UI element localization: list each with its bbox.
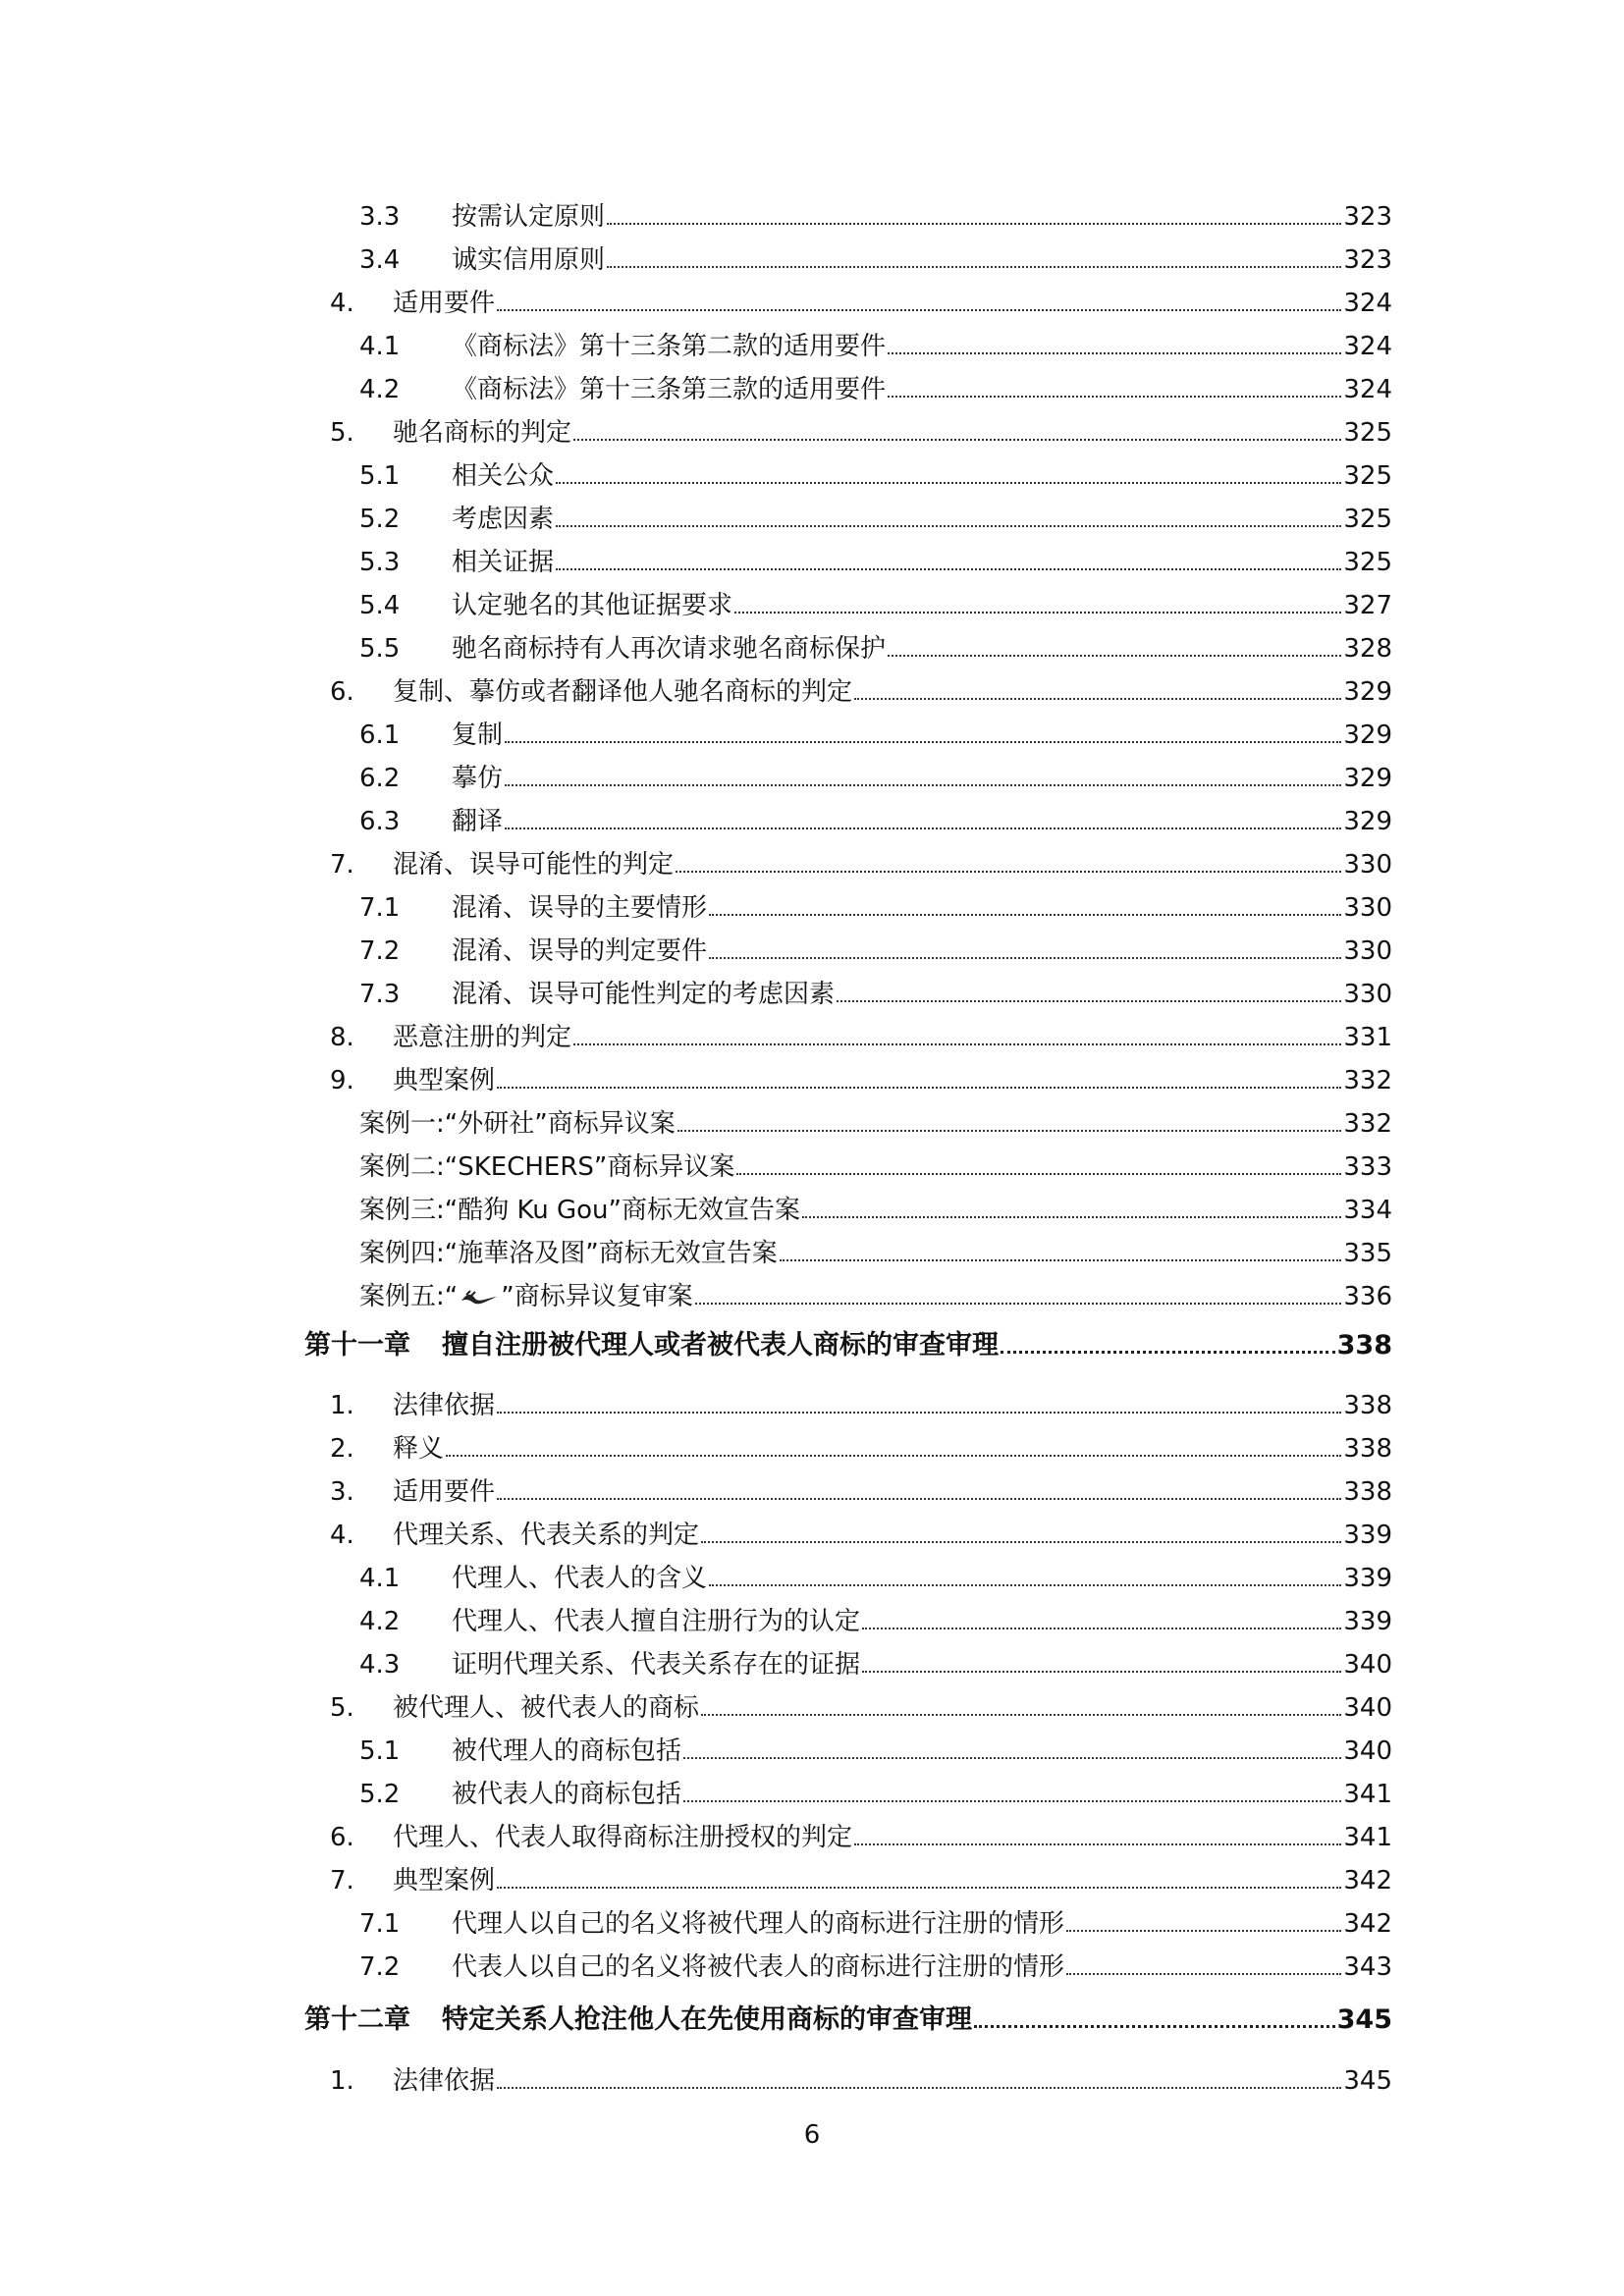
toc-page-number: 338 <box>1336 1330 1392 1361</box>
toc-dot-leader <box>974 2025 1335 2028</box>
toc-entry-row[interactable] <box>359 934 1392 969</box>
toc-entry-row[interactable] <box>359 1193 1392 1228</box>
toc-page-number: 342 <box>1343 1866 1392 1896</box>
toc-entry-row[interactable] <box>330 847 1392 882</box>
toc-entry-title: 《商标法》第十三条第二款的适用要件 <box>452 332 887 361</box>
toc-dot-leader <box>780 1259 1342 1261</box>
toc-entry-number: 4.1 <box>359 1564 401 1593</box>
toc-entry-row[interactable] <box>359 329 1392 364</box>
toc-page-number: 323 <box>1343 202 1392 232</box>
toc-entry-title: 混淆、误导可能性判定的考虑因素 <box>452 980 836 1009</box>
toc-page-number: 323 <box>1343 245 1392 275</box>
toc-entry-row[interactable] <box>359 588 1392 623</box>
toc-page-number: 343 <box>1343 1952 1392 1982</box>
toc-entry-row[interactable] <box>330 1518 1392 1553</box>
toc-dot-leader <box>556 482 1341 484</box>
toc-entry-title: 证明代理关系、代表关系存在的证据 <box>452 1650 861 1680</box>
toc-dot-leader <box>497 1887 1341 1889</box>
toc-page-number: 345 <box>1336 2004 1392 2035</box>
toc-page-number: 334 <box>1343 1196 1392 1225</box>
toc-entry-title: 认定驰名的其他证据要求 <box>452 591 733 620</box>
toc-page-number: 330 <box>1343 980 1392 1009</box>
toc-entry-number: 5.1 <box>359 1736 401 1766</box>
toc-entry-number: 4. <box>330 1521 354 1550</box>
toc-page-number: 327 <box>1343 591 1392 620</box>
toc-page-number: 335 <box>1343 1239 1392 1268</box>
toc-entry-title: 混淆、误导的判定要件 <box>452 936 708 966</box>
toc-entry-row[interactable] <box>359 631 1392 667</box>
toc-entry-title: 驰名商标持有人再次请求驰名商标保护 <box>452 634 887 664</box>
toc-entry-row[interactable] <box>359 1279 1392 1314</box>
toc-page-number: 329 <box>1343 677 1392 707</box>
toc-entry-number: 3.3 <box>359 202 401 232</box>
toc-entry-title: 混淆、误导的主要情形 <box>452 893 708 923</box>
toc-entry-row[interactable] <box>359 761 1392 796</box>
toc-entry-row[interactable] <box>359 1777 1392 1812</box>
toc-entry-number: 5.1 <box>359 461 401 491</box>
toc-entry-row[interactable] <box>359 458 1392 494</box>
toc-entry-title: 代理人以自己的名义将被代理人的商标进行注册的情形 <box>452 1909 1065 1939</box>
toc-dot-leader <box>497 1412 1341 1414</box>
toc-entry-row[interactable] <box>330 1863 1392 1898</box>
toc-dot-leader <box>888 396 1341 398</box>
toc-page-number: 325 <box>1343 548 1392 577</box>
toc-page-number: 325 <box>1343 461 1392 491</box>
toc-entry-row[interactable] <box>330 415 1392 451</box>
toc-entry-row[interactable] <box>330 1431 1392 1467</box>
toc-page-number: 338 <box>1343 1477 1392 1507</box>
toc-page-number: 329 <box>1343 721 1392 750</box>
page-number: 6 <box>803 2120 821 2150</box>
toc-entry-title: 释义 <box>393 1434 445 1464</box>
toc-entry-title: 摹仿 <box>452 764 504 793</box>
toc-chapter-row[interactable] <box>304 1328 1392 1363</box>
toc-entry-row[interactable] <box>330 1020 1392 1055</box>
toc-entry-row[interactable] <box>359 242 1392 278</box>
toc-entry-number: 4.1 <box>359 332 401 361</box>
toc-entry-number: 8. <box>330 1023 354 1052</box>
toc-entry-number: 9. <box>330 1066 354 1095</box>
toc-entry-number: 5.2 <box>359 505 401 534</box>
toc-entry-number: 6. <box>330 1823 354 1852</box>
toc-page-number: 329 <box>1343 807 1392 836</box>
toc-entry-title: 恶意注册的判定 <box>393 1023 572 1052</box>
toc-entry-row[interactable] <box>359 1149 1392 1185</box>
toc-page-number: 341 <box>1343 1780 1392 1809</box>
toc-dot-leader <box>709 1584 1341 1586</box>
toc-entry-number: 5. <box>330 418 354 448</box>
toc-page-number: 333 <box>1343 1152 1392 1182</box>
toc-entry-number: 5.3 <box>359 548 401 577</box>
toc-dot-leader <box>683 1757 1341 1759</box>
toc-dot-leader <box>677 1130 1342 1132</box>
toc-dot-leader <box>1066 1930 1341 1932</box>
toc-entry-title: 典型案例 <box>393 1866 496 1896</box>
toc-page-number: 341 <box>1343 1823 1392 1852</box>
toc-page-number: 331 <box>1343 1023 1392 1052</box>
toc-entry-number: 1. <box>330 1391 354 1420</box>
toc-page-number: 324 <box>1343 289 1392 318</box>
toc-entry-number: 4. <box>330 289 354 318</box>
toc-entry-row[interactable] <box>359 1106 1392 1142</box>
toc-entry-title: 驰名商标的判定 <box>393 418 572 448</box>
toc-entry-title: 相关公众 <box>452 461 555 491</box>
toc-dot-leader <box>854 698 1341 700</box>
toc-page-number: 339 <box>1343 1521 1392 1550</box>
toc-page-number: 340 <box>1343 1650 1392 1680</box>
toc-entry-row[interactable] <box>359 502 1392 537</box>
toc-dot-leader <box>862 1671 1341 1673</box>
toc-entry-number: 2. <box>330 1434 354 1464</box>
toc-entry-number: 3. <box>330 1477 354 1507</box>
toc-entry-row[interactable] <box>359 1561 1392 1596</box>
toc-page-number: 342 <box>1343 1909 1392 1939</box>
toc-page-number: 338 <box>1343 1391 1392 1420</box>
toc-page-number: 330 <box>1343 850 1392 880</box>
toc-page-number: 336 <box>1343 1282 1392 1311</box>
toc-entry-number: 5. <box>330 1693 354 1723</box>
toc-dot-leader <box>446 1455 1341 1457</box>
toc-dot-leader <box>497 309 1341 311</box>
toc-entry-number: 7.2 <box>359 1952 401 1982</box>
toc-entry-title: 典型案例 <box>393 1066 496 1095</box>
toc-entry-number: 6. <box>330 677 354 707</box>
toc-page-number: 325 <box>1343 505 1392 534</box>
toc-entry-title: 代理人、代表人擅自注册行为的认定 <box>452 1607 861 1636</box>
toc-dot-leader <box>505 828 1341 829</box>
toc-entry-title: 诚实信用原则 <box>452 245 606 275</box>
toc-entry-number: 4.2 <box>359 375 401 404</box>
toc-dot-leader <box>854 1843 1341 1845</box>
toc-page-number: 324 <box>1343 375 1392 404</box>
toc-dot-leader <box>701 1541 1341 1543</box>
toc-page-number: 332 <box>1343 1109 1392 1139</box>
toc-entry-title: 适用要件 <box>393 289 496 318</box>
swoosh-logo-icon <box>458 1287 501 1308</box>
toc-page-number: 330 <box>1343 936 1392 966</box>
toc-dot-leader <box>497 2087 1341 2089</box>
toc-page-number: 325 <box>1343 418 1392 448</box>
toc-entry-number: 第十一章 <box>304 1330 410 1361</box>
toc-dot-leader <box>802 1216 1341 1218</box>
toc-entry-number: 5.5 <box>359 634 401 664</box>
toc-entry-row[interactable] <box>359 1949 1392 1985</box>
toc-entry-title: 翻译 <box>452 807 504 836</box>
toc-entry-row[interactable] <box>359 199 1392 235</box>
toc-dot-leader <box>837 1000 1341 1002</box>
toc-dot-leader <box>1001 1351 1335 1354</box>
toc-entry-title-prefix: 案例五:“ <box>359 1282 459 1311</box>
toc-entry-title: 代理人、代表人取得商标注册授权的判定 <box>393 1823 853 1852</box>
toc-dot-leader <box>497 1498 1341 1500</box>
toc-entry-title: 考虑因素 <box>452 505 555 534</box>
toc-entry-title: 特定关系人抢注他人在先使用商标的审查审理 <box>442 2004 972 2035</box>
toc-entry-row[interactable] <box>359 1906 1392 1942</box>
toc-entry-number: 6.2 <box>359 764 401 793</box>
toc-entry-title: 案例四:“施華洛及图”商标无效宣告案 <box>359 1239 778 1268</box>
toc-entry-number: 第十二章 <box>304 2004 410 2035</box>
toc-entry-number: 4.3 <box>359 1650 401 1680</box>
toc-entry-row[interactable] <box>330 1820 1392 1855</box>
toc-entry-title: 擅自注册被代理人或者被代表人商标的审查审理 <box>442 1330 999 1361</box>
toc-entry-row[interactable] <box>330 1388 1392 1423</box>
toc-entry-title: 案例二:“SKECHERS”商标异议案 <box>359 1152 735 1182</box>
toc-dot-leader <box>573 439 1341 441</box>
toc-dot-leader <box>505 784 1341 786</box>
toc-page-number: 330 <box>1343 893 1392 923</box>
toc-dot-leader <box>556 568 1341 570</box>
toc-entry-title: 复制 <box>452 721 504 750</box>
toc-dot-leader <box>701 1714 1341 1716</box>
toc-entry-title: 案例一:“外研社”商标异议案 <box>359 1109 676 1139</box>
toc-dot-leader <box>607 223 1341 225</box>
toc-entry-number: 7.2 <box>359 936 401 966</box>
toc-entry-title <box>359 1279 693 1314</box>
toc-dot-leader <box>607 266 1341 268</box>
toc-entry-row[interactable] <box>330 286 1392 321</box>
toc-entry-number: 7.1 <box>359 1909 401 1939</box>
toc-entry-number: 5.2 <box>359 1780 401 1809</box>
toc-entry-title-suffix: ”商标异议复审案 <box>501 1282 693 1311</box>
toc-entry-row[interactable] <box>359 977 1392 1012</box>
toc-entry-row[interactable] <box>359 1236 1392 1271</box>
toc-dot-leader <box>736 1173 1341 1175</box>
toc-page-number: 329 <box>1343 764 1392 793</box>
toc-page-number: 332 <box>1343 1066 1392 1095</box>
toc-dot-leader <box>695 1303 1342 1305</box>
toc-dot-leader <box>505 741 1341 743</box>
toc-chapter-row[interactable] <box>304 2002 1392 2038</box>
toc-entry-title: 相关证据 <box>452 548 555 577</box>
toc-entry-title: 代表人以自己的名义将被代表人的商标进行注册的情形 <box>452 1952 1065 1982</box>
toc-page-number: 338 <box>1343 1434 1392 1464</box>
toc-entry-title: 复制、摹仿或者翻译他人驰名商标的判定 <box>393 677 853 707</box>
toc-entry-title: 法律依据 <box>393 1391 496 1420</box>
toc-dot-leader <box>862 1628 1341 1629</box>
toc-entry-number: 5.4 <box>359 591 401 620</box>
toc-entry-title: 代理关系、代表关系的判定 <box>393 1521 700 1550</box>
toc-page-number: 339 <box>1343 1607 1392 1636</box>
toc-entry-row[interactable] <box>359 372 1392 407</box>
toc-dot-leader <box>573 1043 1341 1045</box>
toc-entry-title: 案例三:“酷狗 Ku Gou”商标无效宣告案 <box>359 1196 800 1225</box>
toc-dot-leader <box>888 655 1341 657</box>
toc-entry-title: 代理人、代表人的含义 <box>452 1564 708 1593</box>
toc-page-number: 345 <box>1343 2066 1392 2096</box>
toc-page-number: 339 <box>1343 1564 1392 1593</box>
toc-dot-leader <box>556 525 1341 527</box>
toc-dot-leader <box>1066 1973 1341 1975</box>
toc-entry-number: 7.3 <box>359 980 401 1009</box>
toc-entry-title: 适用要件 <box>393 1477 496 1507</box>
toc-entry-number: 7. <box>330 1866 354 1896</box>
toc-entry-number: 1. <box>330 2066 354 2096</box>
toc-entry-title: 按需认定原则 <box>452 202 606 232</box>
toc-entry-number: 6.1 <box>359 721 401 750</box>
toc-entry-row[interactable] <box>359 545 1392 580</box>
toc-entry-row[interactable] <box>359 804 1392 839</box>
toc-entry-row[interactable] <box>359 718 1392 753</box>
toc-entry-row[interactable] <box>359 1647 1392 1682</box>
toc-dot-leader <box>709 914 1341 916</box>
toc-page-number: 340 <box>1343 1693 1392 1723</box>
toc-entry-title: 被代表人的商标包括 <box>452 1780 682 1809</box>
toc-entry-row[interactable] <box>359 1734 1392 1769</box>
toc-entry-number: 3.4 <box>359 245 401 275</box>
toc-entry-row[interactable] <box>330 674 1392 710</box>
toc-entry-row[interactable] <box>359 890 1392 926</box>
toc-entry-number: 6.3 <box>359 807 401 836</box>
toc-entry-title: 《商标法》第十三条第三款的适用要件 <box>452 375 887 404</box>
toc-entry-row[interactable] <box>330 2063 1392 2099</box>
toc-entry-row[interactable] <box>330 1690 1392 1726</box>
toc-entry-row[interactable] <box>330 1474 1392 1510</box>
toc-entry-number: 7. <box>330 850 354 880</box>
toc-entry-title: 被代理人、被代表人的商标 <box>393 1693 700 1723</box>
toc-dot-leader <box>676 871 1341 873</box>
toc-dot-leader <box>497 1087 1341 1089</box>
toc-dot-leader <box>734 612 1341 614</box>
toc-dot-leader <box>683 1800 1341 1802</box>
toc-entry-title: 混淆、误导可能性的判定 <box>393 850 675 880</box>
toc-entry-title: 法律依据 <box>393 2066 496 2096</box>
toc-page-number: 324 <box>1343 332 1392 361</box>
toc-entry-title: 被代理人的商标包括 <box>452 1736 682 1766</box>
toc-entry-row[interactable] <box>359 1604 1392 1639</box>
toc-page-number: 340 <box>1343 1736 1392 1766</box>
toc-page-number: 328 <box>1343 634 1392 664</box>
toc-entry-number: 7.1 <box>359 893 401 923</box>
toc-dot-leader <box>709 957 1341 959</box>
toc-entry-row[interactable] <box>330 1063 1392 1098</box>
toc-dot-leader <box>888 352 1341 354</box>
toc-entry-number: 4.2 <box>359 1607 401 1636</box>
